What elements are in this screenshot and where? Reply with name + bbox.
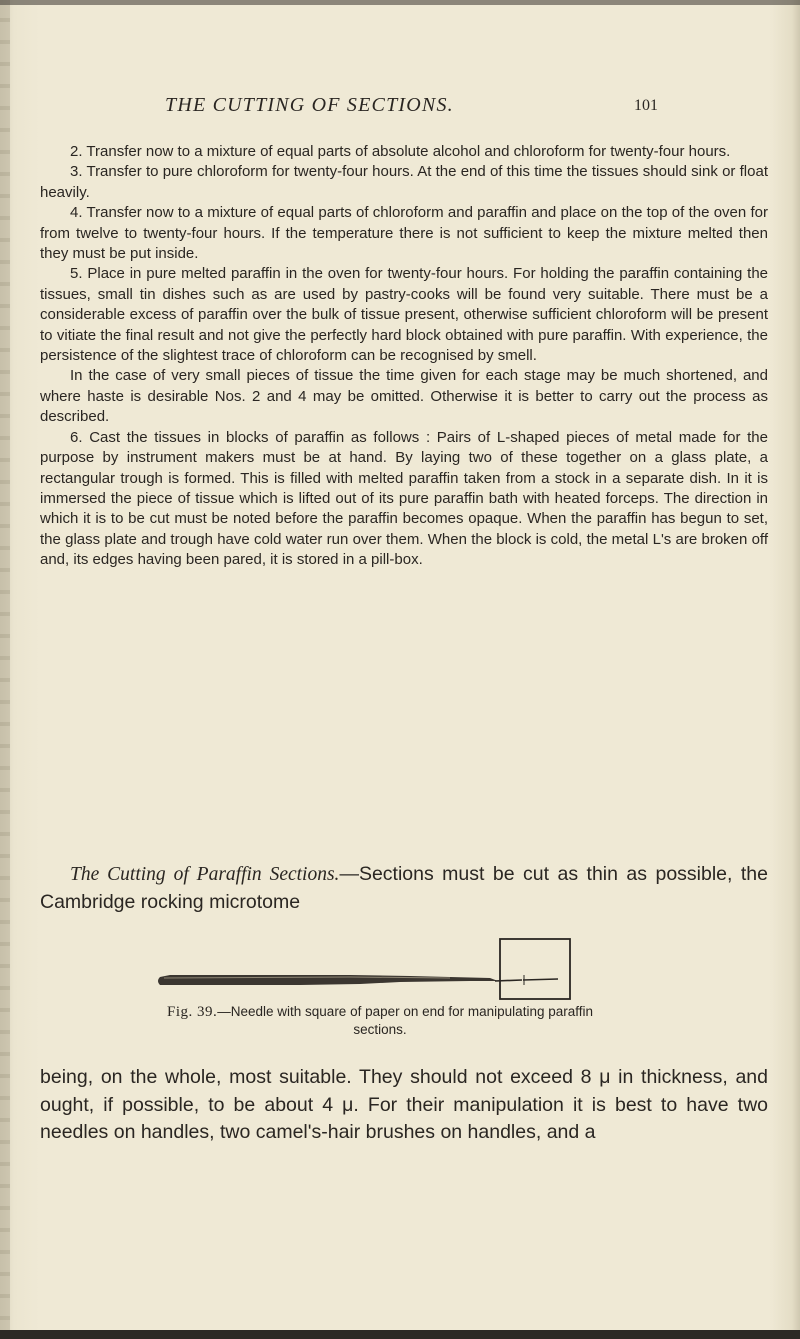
needle-shaft bbox=[495, 980, 522, 981]
continuation-text: being, on the whole, most suitable. They should not exceed 8 μ in thickness, and ought, if possible, to be about 4 μ. For their manipulation it is best to have two needles on handles, two camel's-hair brushes on handles, and a bbox=[40, 1066, 768, 1143]
paragraph-step-2: 2. Transfer now to a mixture of equal parts of absolute alcohol and chloroform for twenty-four hours. bbox=[70, 143, 731, 160]
figure-caption-text: —Needle with square of paper on end for manipulating paraffin sections. bbox=[217, 1004, 593, 1037]
paragraph-step-3: 3. Transfer to pure chloroform for twenty-four hours. At the end of this time the tissues should sink or float heavily. bbox=[40, 163, 768, 201]
bottom-edge-shadow bbox=[0, 1330, 800, 1339]
needle-handle bbox=[158, 975, 498, 985]
paragraph-step-4: 4. Transfer now to a mixture of equal parts of chloroform and paraffin and place on the top of the oven for from twelve to twenty-four hours. If the temperature there is not sufficient to keep the mixture melted then they must be put inside. bbox=[40, 204, 768, 263]
paragraph-step-5: 5. Place in pure melted paraffin in the oven for twenty-four hours. For holding the paraffin containing the tissues, small tin dishes such as are used by pastry-cooks will be found very suitable. There must be a considerable excess of paraffin over the bulk of tissue present, otherwise sufficient chloroform will be present to vitiate the final result and not give the perfectly hard block obtained with pure paraffin. With experience, the persistence of the slightest trace of chloroform can be recognised by smell. bbox=[40, 265, 768, 365]
paragraph-note: In the case of very small pieces of tissue the time given for each stage may be much shortened, and where haste is desirable Nos. 2 and 4 may be omitted. Otherwise it is better to carry out the process as described. bbox=[40, 367, 768, 426]
running-head: THE CUTTING OF SECTIONS. bbox=[165, 94, 454, 116]
paragraph-step-6: 6. Cast the tissues in blocks of paraffin as follows : Pairs of L-shaped pieces of metal made for the purpose by instrument makers must be at hand. By laying two of these together on a glass plate, a rectangular trough is formed. This is filled with melted paraffin taken from a stock in a separate dish. In it is immersed the piece of tissue which is lifted out of its pure paraffin bath with heated forceps. The direction in which it is to be cut must be noted before the paraffin becomes opaque. When the paraffin has begun to set, the glass plate and trough have cold water run over them. When the block is cold, the metal L's are broken off and, its edges having been pared, it is stored in a pill-box. bbox=[40, 428, 768, 569]
section-text: —Sections must be cut as thin as possible, the Cambridge rocking microtome bbox=[40, 863, 769, 913]
continuation-paragraph bbox=[40, 1064, 768, 1147]
page-number: 101 bbox=[634, 97, 658, 114]
section-paragraph bbox=[40, 861, 768, 916]
page-header bbox=[0, 94, 800, 122]
page-binding-edge bbox=[0, 0, 10, 1339]
figure-caption bbox=[150, 1003, 610, 1039]
paper-square bbox=[500, 939, 570, 999]
body-text bbox=[40, 142, 768, 571]
top-edge-shadow bbox=[0, 0, 800, 5]
section-heading: The Cutting of Paraffin Sections. bbox=[70, 864, 340, 885]
figure-label: Fig. 39. bbox=[166, 1004, 218, 1020]
